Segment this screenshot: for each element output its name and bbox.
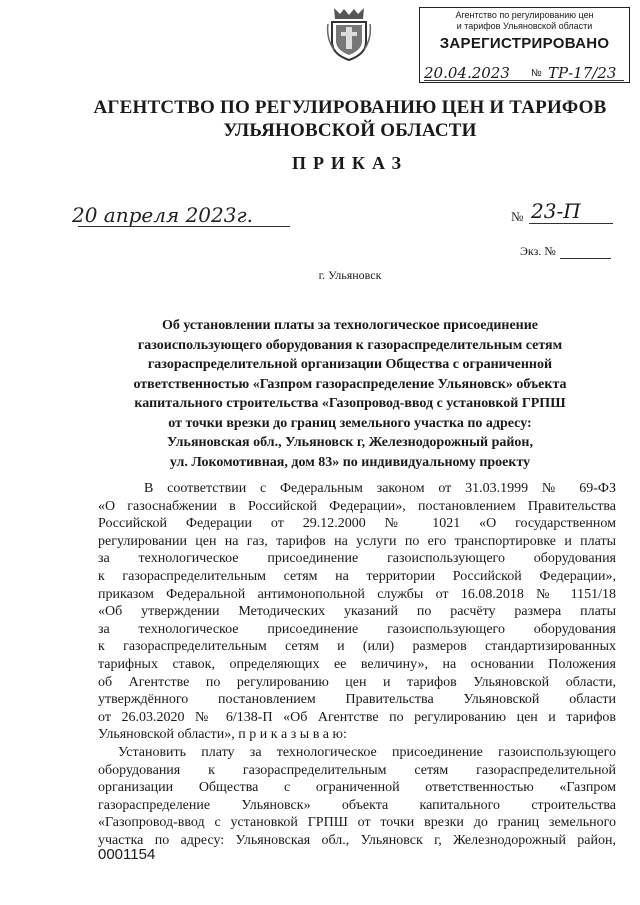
document-type: ПРИКАЗ xyxy=(291,153,409,173)
body-line: за технологическое присоединение газоиспользующего оборудования xyxy=(98,621,616,637)
body-line: за технологическое присоединение газоиспользующего оборудования xyxy=(98,551,616,567)
order-number-underline xyxy=(529,223,613,224)
city: г. Ульяновск xyxy=(318,268,382,282)
stamp-number-label: № xyxy=(531,68,542,79)
body-line: к газораспределительным сетям и (или) размеров стандартизированных xyxy=(98,639,616,655)
body-line: организации Общества с ограниченной ответственностью «Газпром xyxy=(98,780,616,796)
order-date: 20 апреля 2023г. xyxy=(72,203,253,227)
order-number: 23-П xyxy=(531,199,581,223)
heading-line: капитального строительства «Газопровод-ввод с установкой ГРПШ xyxy=(134,396,566,411)
heading-line: от точки врезки до границ земельного участка по адресу: xyxy=(168,415,532,431)
copy-number-label: Экз. № xyxy=(520,244,556,258)
heading-line: Ульяновская обл., Ульяновск г, Железнодорожный район, xyxy=(166,435,534,450)
document-serial-code: 0001154 xyxy=(98,846,156,863)
heading-line: ответственностью «Газпром газораспределение Ульяновск» объекта xyxy=(133,376,567,392)
body-line: газораспределение Ульяновск» объекта капитального строительства xyxy=(98,797,616,813)
stamp-date: 20.04.2023 xyxy=(424,64,510,82)
heading-line: ул. Локомотивная, дом 83» по индивидуальному проекту xyxy=(169,454,531,470)
stamp-status: ЗАРЕГИСТРИРОВАНО xyxy=(439,35,610,52)
order-subject-heading xyxy=(80,316,620,472)
agency-title-line2: УЛЬЯНОВСКОЙ ОБЛАСТИ xyxy=(223,120,477,141)
body-line: В соответствии с Федеральным законом от 31.03.1999 № 69-ФЗ xyxy=(144,481,616,496)
body-line: Ульяновской области», п р и к а з ы в а ю: xyxy=(98,727,347,743)
coat-of-arms-icon xyxy=(326,4,372,62)
body-line: об Агентстве по регулированию цен и тарифов Ульяновской области, xyxy=(98,674,616,690)
heading-line: газораспределительной организации Общества с ограниченной xyxy=(147,357,553,372)
heading-line: газоиспользующего оборудования к газораспределительным сетям xyxy=(137,337,563,353)
body-line: утверждённого постановлением Правительства Ульяновской области xyxy=(98,692,616,708)
body-line: «Газопровод-ввод с установкой ГРПШ от точки врезки до границ земельного xyxy=(98,815,616,831)
copy-number-blank xyxy=(560,258,611,259)
body-line: «О газоснабжении в Российской Федерации», постановлением Правительства xyxy=(98,498,616,514)
body-line: «Об утверждении Методических указаний по расчёту размера платы xyxy=(98,604,616,620)
order-date-underline xyxy=(78,226,290,227)
body-line: Установить плату за технологическое присоединение газоиспользующего xyxy=(118,744,616,760)
heading-line: Об установлении платы за технологическое присоединение xyxy=(161,318,539,333)
stamp-authority-line2: и тарифов Ульяновской области xyxy=(456,21,593,31)
body-line: приказом Федеральной антимонопольной службы от 16.08.2018 № 1151/18 xyxy=(98,586,616,602)
body-line: к газораспределительным сетям на территории Российской Федерации», xyxy=(98,568,616,584)
body-line: от 26.03.2020 № 6/138-П «Об Агентстве по регулированию цен и тарифов xyxy=(98,709,616,725)
order-body-text xyxy=(98,480,616,849)
stamp-number: ТР-17/23 xyxy=(548,64,617,82)
body-line: Российской Федерации от 29.12.2000 № 1021 «О государственном xyxy=(98,516,616,532)
body-line: участка по адресу: Ульяновская обл., Ульяновск г, Железнодорожный район, xyxy=(98,832,616,848)
stamp-authority-line1: Агентство по регулированию цен xyxy=(455,10,594,20)
body-line: оборудования к газораспределительным сетям газораспределительной xyxy=(98,762,616,778)
stamp-underline xyxy=(424,80,624,81)
body-line: регулировании цен на газ, тарифов на услуги по его транспортировке и платы xyxy=(98,533,616,549)
agency-title-line1: АГЕНТСТВО ПО РЕГУЛИРОВАНИЮ ЦЕН И ТАРИФОВ xyxy=(93,97,607,118)
registration-stamp xyxy=(419,7,630,83)
order-number-label: № xyxy=(511,209,524,224)
body-line: тарифных ставок, определяющих ее величину», на основании Положения xyxy=(98,656,616,672)
